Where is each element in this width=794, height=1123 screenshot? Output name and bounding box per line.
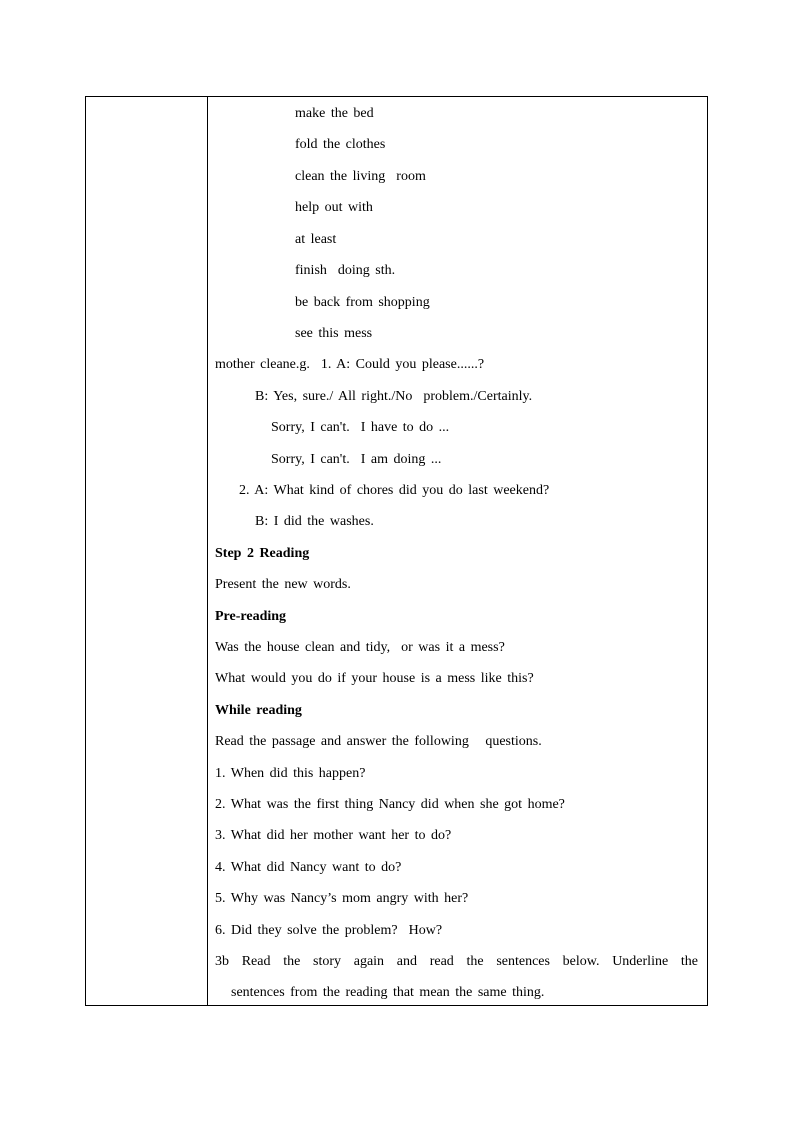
dialogue-line: Sorry, I can't. I have to do ...: [271, 420, 450, 435]
body-text: Was the house clean and tidy, or was it a mess?: [215, 640, 505, 655]
dialogue-intro: mother cleane.g. 1. A: Could you please......?: [215, 357, 485, 372]
task-3b-line: sentences from the reading that mean the same thing.: [231, 985, 545, 1000]
dialogue-line: B: I did the washes.: [255, 514, 374, 529]
phrase-item: at least: [295, 232, 337, 247]
question-item: 6. Did they solve the problem? How?: [215, 923, 443, 938]
left-column-cell: [86, 97, 207, 1005]
phrase-item: clean the living room: [295, 169, 426, 184]
section-heading: Step 2 Reading: [215, 546, 310, 561]
question-item: 1. When did this happen?: [215, 766, 366, 781]
question-item: 5. Why was Nancy’s mom angry with her?: [215, 891, 469, 906]
task-3b-line: 3b Read the story again and read the sentences below. Underline the: [215, 954, 698, 969]
dialogue-line: 2. A: What kind of chores did you do last weekend?: [239, 483, 550, 498]
section-heading: Pre-reading: [215, 609, 287, 624]
question-item: 3. What did her mother want her to do?: [215, 828, 452, 843]
body-text: What would you do if your house is a mess like this?: [215, 671, 534, 686]
lesson-plan-table: [85, 96, 708, 1006]
section-heading: While reading: [215, 703, 302, 718]
phrase-item: help out with: [295, 200, 373, 215]
body-text: Present the new words.: [215, 577, 351, 592]
phrase-item: finish doing sth.: [295, 263, 396, 278]
body-text: Read the passage and answer the following questions.: [215, 734, 542, 749]
phrase-item: be back from shopping: [295, 295, 430, 310]
phrase-item: see this mess: [295, 326, 373, 341]
dialogue-line: Sorry, I can't. I am doing ...: [271, 452, 442, 467]
question-item: 2. What was the first thing Nancy did when she got home?: [215, 797, 565, 812]
content-column-cell: [208, 97, 707, 1005]
phrase-item: fold the clothes: [295, 137, 386, 152]
phrase-item: make the bed: [295, 106, 374, 121]
question-item: 4. What did Nancy want to do?: [215, 860, 402, 875]
dialogue-line: B: Yes, sure./ All right./No problem./Certainly.: [255, 389, 533, 404]
